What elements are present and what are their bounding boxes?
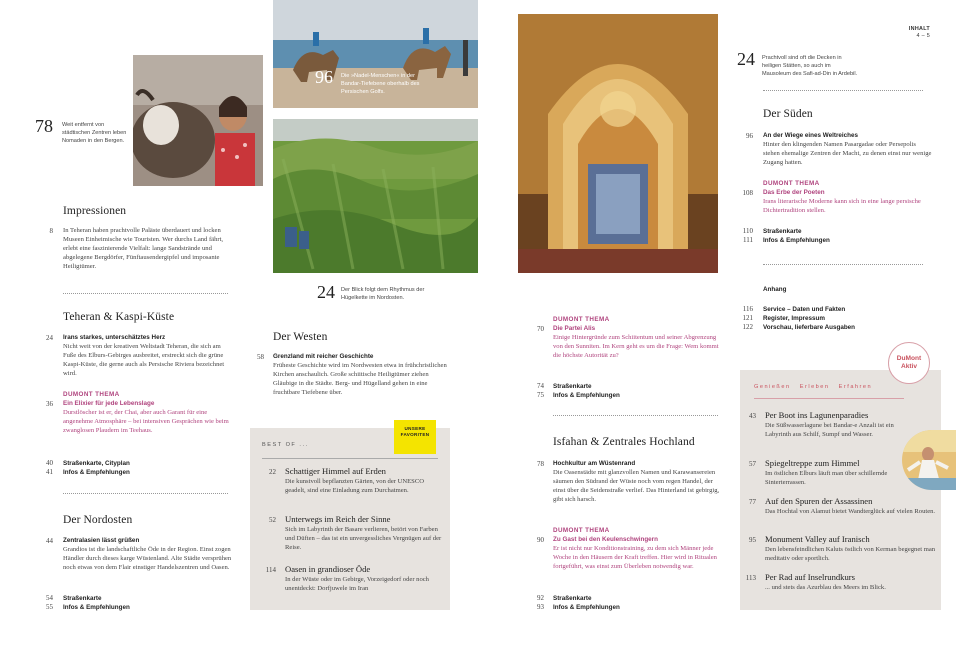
- caption-camels-text: Die »Nadel-Menschen« in der Bandar-Tiefebene oberhalb des Persischen Golfs.: [341, 73, 420, 95]
- entry-desc: Den lebensfeindlichen Kaluts östlich von Kerman begegnet man meditativ oder sportlich.: [765, 546, 936, 562]
- header-pages: 4 – 5: [916, 33, 930, 39]
- entry-desc: Einige Hintergründe zum Schiitentum und seiner Abgrenzung von den Sunniten. Im Kern geht es um die Frage: Wem kommt die höchste Autorität zu?: [553, 334, 719, 359]
- entry-kicker: DUMONT THEMA: [553, 527, 610, 534]
- entry-desc: Irans literarische Moderne kann sich in eine lange persische Dichtertradition stellen.: [763, 198, 921, 214]
- link-infos[interactable]: Infos & Empfehlungen: [553, 392, 620, 399]
- section-heading-sueden: Der Süden: [763, 108, 813, 120]
- link-vorschau[interactable]: Vorschau, lieferbare Ausgaben: [763, 324, 856, 331]
- entry-title: Zu Gast bei den Keulenschwingern: [553, 536, 658, 543]
- caption-hills-text: Der Blick folgt dem Rhythmus der Hügelkette im Nordosten.: [341, 287, 425, 301]
- entry-page: 8: [49, 227, 53, 235]
- caption-nomads-number: 78: [35, 116, 53, 136]
- page-number: 116: [742, 305, 753, 313]
- photo-mosque: [518, 14, 718, 273]
- stamp-line1: DuMont: [896, 355, 922, 362]
- aktiv-box: [740, 370, 941, 610]
- entry-desc: Durstlöscher ist er, der Chai, aber auch Garant für eine angenehme Atmosphäre – bei intensiven Gesprächen wie beim zwanglosen Plaudern im Teehaus.: [63, 409, 229, 434]
- photo-hills: [273, 119, 478, 273]
- link-strassenkarte[interactable]: Straßenkarte: [763, 228, 802, 235]
- stamp-line2: Aktiv: [900, 363, 918, 370]
- entry-page: 90: [537, 536, 544, 544]
- entry-title: Unterwegs im Reich der Sinne: [285, 514, 391, 524]
- entry-title: Irans starkes, unterschätztes Herz: [63, 334, 166, 341]
- entry-desc: In der Wüste oder im Gebirge, Vorzeigedorf oder noch unentdeckt: Dorfjuwele im Iran: [285, 576, 429, 592]
- divider: [763, 264, 923, 265]
- link-strassenkarte[interactable]: Straßenkarte, Cityplan: [63, 460, 130, 467]
- section-heading-nordosten: Der Nordosten: [63, 514, 133, 526]
- entry-sueden[interactable]: [733, 131, 933, 167]
- entry-nordosten[interactable]: [33, 536, 233, 572]
- page-number: 55: [46, 603, 53, 611]
- page-number: 110: [742, 227, 753, 235]
- entry-title: Per Boot ins Lagunenparadies: [765, 410, 869, 420]
- entry-desc: Im östlichen Elburs läuft man über schillernde Sinterterrassen.: [765, 470, 888, 486]
- entry-teheran[interactable]: [33, 333, 233, 378]
- entry-title: Hochkultur am Wüstenrand: [553, 460, 636, 467]
- entry-dumont-poeten[interactable]: [733, 179, 933, 215]
- entry-desc: Hinter den klingenden Namen Pasargadae oder Persepolis stehen ehemalige Zentren der Macht, zu denen einst nur wenige Zugang hatten.: [763, 141, 932, 166]
- entry-page: 95: [749, 536, 756, 544]
- section-heading-teheran: Teheran & Kaspi-Küste: [63, 311, 175, 323]
- page-number: 122: [742, 323, 753, 331]
- photo-nomads: [133, 55, 263, 186]
- entry-desc: Die Süßwasserlagune bei Bandar-e Anzali ist ein Labyrinth aus Schilf, Sumpf und Wasser.: [765, 422, 894, 438]
- page-number: 74: [537, 382, 544, 390]
- divider: [63, 293, 228, 294]
- entry-page: 113: [745, 574, 756, 582]
- page-header: [896, 26, 930, 40]
- page-number: 41: [46, 468, 53, 476]
- badge-line1: UNSERE: [404, 426, 426, 431]
- entry-page: 36: [46, 400, 53, 408]
- entry-kicker: DUMONT THEMA: [63, 391, 120, 398]
- page-number: 121: [742, 314, 753, 322]
- section-heading-anhang: Anhang: [763, 286, 787, 293]
- entry-page: 70: [537, 325, 544, 333]
- entry-page: 52: [269, 516, 276, 524]
- favorites-badge: [394, 420, 436, 454]
- entry-desc: Das Hochtal von Alamut bietet Wandterglück auf vielen Routen.: [765, 508, 936, 515]
- entry-desc: Er ist nicht nur Konditionstraining, zu dem sich Männer jede Woche in den Häusern der Kraft treffen. Hier wird in Ritualen fortgeführt, was einst zum Überleben notwendig war.: [553, 545, 717, 570]
- link-register[interactable]: Register, Impressum: [763, 315, 825, 322]
- entry-title: Oasen in grandioser Öde: [285, 564, 371, 574]
- aktiv-item[interactable]: [736, 534, 936, 563]
- photo-camels: [273, 0, 478, 108]
- best-of-label: BEST OF ...: [262, 442, 309, 448]
- entry-title: Per Rad auf Inselrundkurs: [765, 572, 855, 582]
- aktiv-item[interactable]: [736, 410, 916, 439]
- entry-title: Monument Valley auf Iranisch: [765, 534, 870, 544]
- best-of-item[interactable]: [256, 466, 446, 495]
- aktiv-label: Genießen Erleben Erfahren: [754, 384, 873, 390]
- entry-page: 57: [749, 460, 756, 468]
- entry-title: Ein Elixier für jede Lebenslage: [63, 400, 155, 407]
- entry-title: Schattiger Himmel auf Erden: [285, 466, 386, 476]
- entry-desc: Nicht weit von der kreativen Weltstadt Teheran, die sich am Fuße des Elburs-Gebirges ausbreitet, erstreckt sich die grüne Kaspi-Küste, die gerne auch als Persische Riviera bezeichnet wird.: [63, 343, 225, 377]
- entry-title: Auf den Spuren der Assassinen: [765, 496, 873, 506]
- caption-mosque-text: Prachtvoll sind oft die Decken in heiligen Stätten, so auch im Mausoleum des Safi-ad-Din in Ardebil.: [762, 55, 858, 77]
- link-infos[interactable]: Infos & Empfehlungen: [63, 604, 130, 611]
- divider: [763, 90, 923, 91]
- entry-page: 22: [269, 468, 276, 476]
- page-number: 54: [46, 594, 53, 602]
- entry-page: 114: [265, 566, 276, 574]
- section-heading-impressionen: Impressionen: [63, 205, 127, 217]
- aktiv-item[interactable]: [736, 496, 936, 516]
- entry-title: Das Erbe der Poeten: [763, 189, 825, 196]
- divider: [262, 458, 438, 459]
- section-heading-westen: Der Westen: [273, 331, 328, 343]
- entry-page: 96: [746, 132, 753, 140]
- entry-page: 58: [257, 353, 264, 361]
- entry-title: Die Partei Alis: [553, 325, 596, 332]
- entry-desc: Früheste Geschichte wird im Nordwesten etwa in frühchristlichen Kirchen anschaulich. Große schiitische Heiligtümer ziehen Gläubige in die Städte. Berg- und Hügelland gehen in eine fruchtbare Tiefebene über.: [273, 362, 447, 396]
- entry-westen[interactable]: [244, 352, 454, 397]
- entry-desc: Die kunstvoll bepflanzten Gärten, von der UNESCO geadelt, sind eine Einladung zum Durchatmen.: [285, 478, 424, 494]
- entry-dumont-keulen[interactable]: [524, 526, 724, 571]
- badge-line2: FAVORITEN: [400, 432, 430, 437]
- entry-page: 108: [742, 189, 753, 197]
- page-number: 111: [743, 236, 753, 244]
- entry-kicker: DUMONT THEMA: [763, 180, 820, 187]
- entry-title: An der Wiege eines Weltreiches: [763, 132, 859, 139]
- page-number: 40: [46, 459, 53, 467]
- caption-camels-number: 96: [315, 67, 333, 87]
- divider: [553, 415, 718, 416]
- entry-page: 78: [537, 460, 544, 468]
- entry-impressionen[interactable]: [33, 226, 233, 271]
- section-heading-isfahan: Isfahan & Zentrales Hochland: [553, 436, 695, 448]
- link-infos[interactable]: Infos & Empfehlungen: [63, 469, 130, 476]
- link-strassenkarte[interactable]: Straßenkarte: [553, 383, 592, 390]
- entry-dumont-chai[interactable]: [33, 390, 233, 435]
- best-of-box: [250, 428, 450, 610]
- caption-nomads-text: Weit entfernt von städtischen Zentren leben Nomaden in den Bergen.: [62, 122, 127, 144]
- page-number: 92: [537, 594, 544, 602]
- entry-dumont-partei[interactable]: [524, 315, 724, 360]
- best-of-item[interactable]: [256, 564, 446, 593]
- divider: [754, 398, 904, 399]
- entry-title: Grenzland mit reicher Geschichte: [273, 353, 374, 360]
- entry-desc: Die Oasenstädte mit glanzvollen Namen und Karawansereien säumen den Südrand der Wüste noch vom regen Handel, der einst über die Seidenstraße verlief. Das Hinterland ist gebirgig, gibt sich harsch.: [553, 469, 720, 503]
- entry-desc: In Teheran haben prachtvolle Paläste überdauert und locken Museen Einheimische wie Touristen. Wer durchs Land fährt, erlebt eine faszinierende Vielfalt: lange Sandstrände und abgelegene Bergdörfer, Fünftausendergipfel und imposante Heiligtümer.: [63, 227, 224, 270]
- caption-mosque-number: 24: [737, 49, 755, 69]
- entry-title: Zentralasien lässt grüßen: [63, 537, 140, 544]
- entry-kicker: DUMONT THEMA: [553, 316, 610, 323]
- best-of-item[interactable]: [256, 514, 446, 552]
- link-infos[interactable]: Infos & Empfehlungen: [763, 237, 830, 244]
- entry-page: 24: [46, 334, 53, 342]
- entry-page: 77: [749, 498, 756, 506]
- entry-isfahan[interactable]: [524, 459, 724, 504]
- divider: [63, 493, 228, 494]
- entry-desc: ... und stets das Azurblau des Meers im Blick.: [765, 584, 886, 591]
- link-infos[interactable]: Infos & Empfehlungen: [553, 604, 620, 611]
- header-label: INHALT: [908, 26, 930, 32]
- page-number: 75: [537, 391, 544, 399]
- entry-desc: Grandios ist die landschaftliche Öde in der Region. Einst zogen Händler durch dieses karge Wüstenland. Alte Städte versprühen noch etwas von dem Flair einstiger Handelszentren und Oasen.: [63, 546, 232, 571]
- photo-woman-circle: [902, 430, 956, 490]
- aktiv-item[interactable]: [736, 572, 936, 592]
- page-number: 93: [537, 603, 544, 611]
- entry-title: Spiegeltreppe zum Himmel: [765, 458, 860, 468]
- aktiv-item[interactable]: [736, 458, 896, 487]
- caption-hills-number: 24: [317, 282, 335, 302]
- link-strassenkarte[interactable]: Straßenkarte: [553, 595, 592, 602]
- entry-page: 43: [749, 412, 756, 420]
- entry-desc: Sich im Labyrinth der Basare verlieren, betört von Farben und Düften – das ist ein unvergessliches Vergnügen auf der Reise.: [285, 526, 442, 551]
- link-service[interactable]: Service – Daten und Fakten: [763, 306, 846, 313]
- entry-page: 44: [46, 537, 53, 545]
- link-strassenkarte[interactable]: Straßenkarte: [63, 595, 102, 602]
- dumont-aktiv-stamp: [888, 342, 930, 384]
